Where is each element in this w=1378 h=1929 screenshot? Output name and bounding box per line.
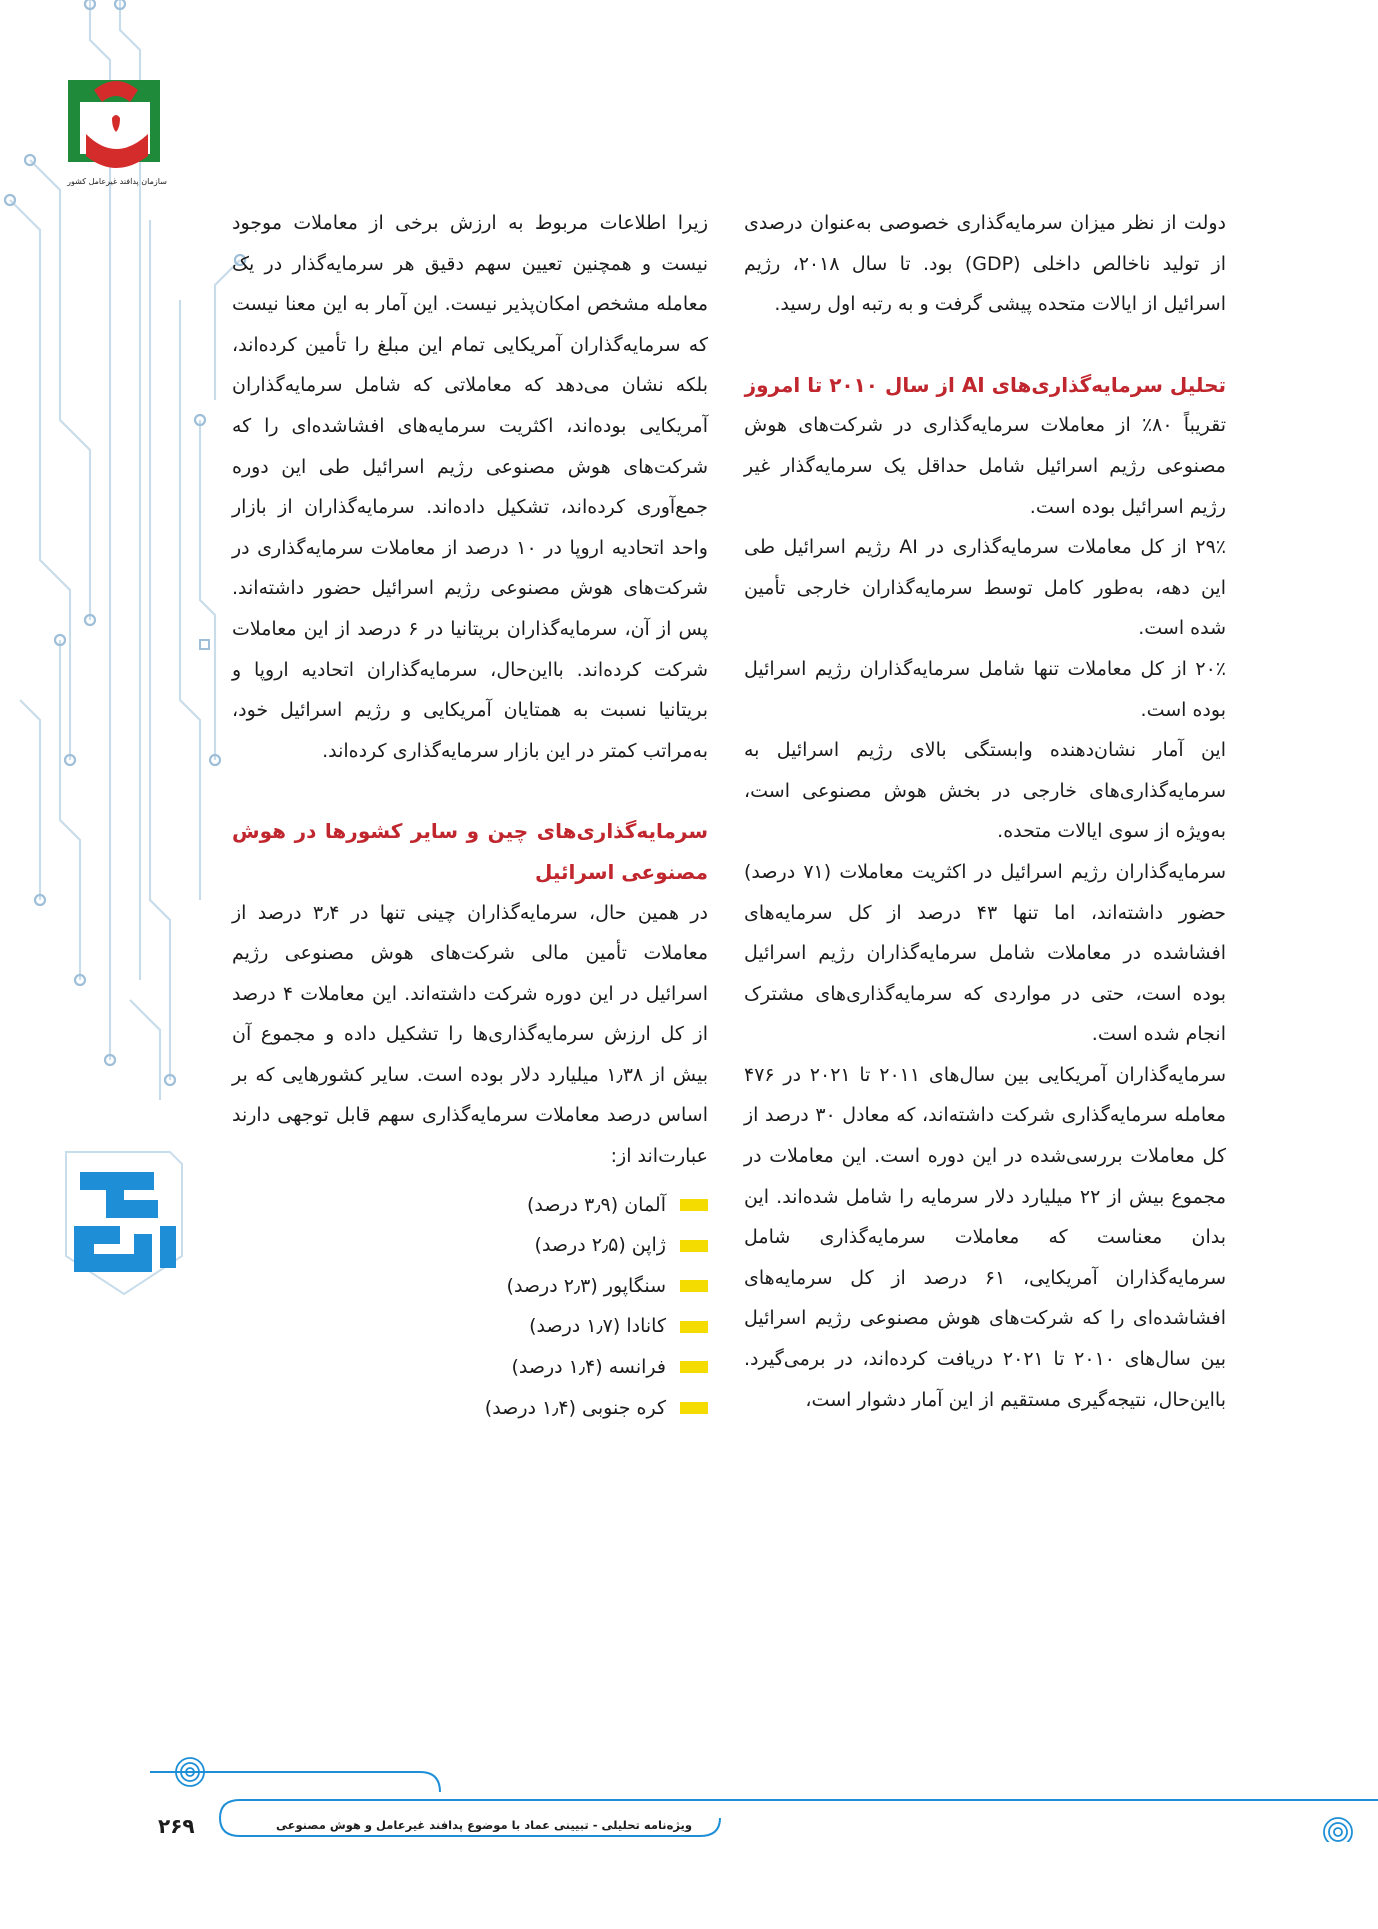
list-item-text: کره جنوبی (۱٫۴ درصد) <box>484 1396 666 1419</box>
page-number: ۲۶۹ <box>158 1814 195 1838</box>
right-column <box>744 203 1226 1420</box>
paragraph: سرمایه‌گذاران آمریکایی بین سال‌های ۲۰۱۱ تا ۲۰۲۱ در ۴۷۶ معامله سرمایه‌گذاری شرکت داشته‌اند، که معادل ۳۰ درصد از کل معاملات بررسی‌شده در این دوره است. این معاملات در مجموع بیش از ۲۲ میلیارد دلار سرمایه را شامل شده‌اند. این بدان معناست که معاملات سرمایه‌گذاری شامل سرمایه‌گذاران آمریکایی، ۶۱ درصد از کل سرمایه‌های افشاشده‌ای را که شرکت‌های هوش مصنوعی رژیم اسرائیل بین سال‌های ۲۰۱۰ تا ۲۰۲۱ دریافت کرده‌اند، در برمی‌گیرد. بااین‌حال، نتیجه‌گیری مستقیم از این آمار دشوار است، <box>744 1063 1227 1411</box>
list-item-text: سنگاپور (۲٫۳ درصد) <box>506 1274 666 1297</box>
list-item-text: ژاپن (۲٫۵ درصد) <box>534 1234 666 1257</box>
paragraph: ۲۹٪ از کل معاملات سرمایه‌گذاری در AI رژیم اسرائیل طی این دهه، به‌طور کامل توسط سرمایه‌گذاران خارجی تأمین شده است. <box>744 536 1226 640</box>
bullet-icon <box>680 1402 708 1414</box>
list-item-text: فرانسه (۱٫۴ درصد) <box>511 1356 666 1379</box>
list-item <box>232 1388 708 1429</box>
bullet-icon <box>680 1321 708 1333</box>
list-item-text: آلمان (۳٫۹ درصد) <box>526 1193 666 1216</box>
list-item <box>232 1225 708 1266</box>
left-column <box>232 203 708 1428</box>
paragraph: این آمار نشان‌دهنده وابستگی بالای رژیم اسرائیل به سرمایه‌گذاری‌های خارجی در بخش هوش مصنوعی است، به‌ویژه از سوی ایالات متحده. <box>744 739 1226 843</box>
paragraph: در همین حال، سرمایه‌گذاران چینی تنها در ۳٫۴ درصد از معاملات تأمین مالی شرکت‌های هوش مصنوعی رژیم اسرائیل در این دوره شرکت داشته‌اند. این معاملات ۴ درصد از کل ارزش سرمایه‌گذاری‌ها را تشکیل داده و مجموع آن بیش از ۱٫۳۸ میلیارد دلار بوده است. سایر کشورهایی که بر اساس درصد معاملات سرمایه‌گذاری سهم قابل توجهی دارند عبارت‌اند از: <box>232 901 708 1168</box>
section-heading-china-investment: سرمایه‌گذاری‌های چین و سایر کشورها در هوش مصنوعی اسرائیل <box>232 819 708 884</box>
footer-title: ویژه‌نامه تحلیلی - تبیینی عماد با موضوع پدافند غیرعامل و هوش مصنوعی <box>275 1818 692 1832</box>
intro-paragraph: دولت از نظر میزان سرمایه‌گذاری خصوصی به‌عنوان درصدی از تولید ناخالص داخلی (GDP) بود. تا سال ۲۰۱۸، رژیم اسرائیل از ایالات متحده پیشی گرفت و به رتبه اول رسید. <box>744 212 1226 316</box>
bullet-icon <box>680 1199 708 1211</box>
list-item <box>232 1185 708 1226</box>
list-item <box>232 1266 708 1307</box>
bullet-icon <box>680 1361 708 1373</box>
bullet-icon <box>680 1280 708 1292</box>
org-logo <box>64 72 170 190</box>
paragraph: سرمایه‌گذاران رژیم اسرائیل در اکثریت معاملات (۷۱ درصد) حضور داشته‌اند، اما تنها ۴۳ درصد از کل سرمایه‌های افشاشده در معاملات شامل سرمایه‌گذاران رژیم اسرائیل بوده است، حتی در مواردی که سرمایه‌گذاری‌های مشترک انجام شده است. <box>744 860 1226 1046</box>
paragraph: ۲۰٪ از کل معاملات تنها شامل سرمایه‌گذاران رژیم اسرائیل بوده است. <box>744 657 1226 721</box>
paragraph: زیرا اطلاعات مربوط به ارزش برخی از معاملات موجود نیست و همچنین تعیین سهم دقیق هر سرمایه‌گذار در یک معامله مشخص امکان‌پذیر نیست. این آمار به این معنا نیست که سرمایه‌گذاران آمریکایی تمام این مبلغ را تأمین کرده‌اند، بلکه نشان می‌دهد که معاملاتی که شامل سرمایه‌گذاران آمریکایی بوده‌اند، اکثریت سرمایه‌های افشاشده‌ای را که شرکت‌های هوش مصنوعی رژیم اسرائیل طی این دوره جمع‌آوری کرده‌اند، تشکیل داده‌اند. سرمایه‌گذاران از بازار واحد اتحادیه اروپا در ۱۰ درصد از معاملات سرمایه‌گذاری در شرکت‌های هوش مصنوعی رژیم اسرائیل حضور داشته‌اند. پس از آن، سرمایه‌گذاران بریتانیا در ۶ درصد از این معاملات شرکت کرده‌اند. بااین‌حال، سرمایه‌گذاران اتحادیه اروپا و بریتانیا نسبت به همتایان آمریکایی و رژیم اسرائیل خود، به‌مراتب کمتر در این بازار سرمایه‌گذاری کرده‌اند. <box>232 212 708 762</box>
paragraph: تقریباً ۸۰٪ از معاملات سرمایه‌گذاری در شرکت‌های هوش مصنوعی رژیم اسرائیل شامل حداقل یک سرمایه‌گذار غیر رژیم اسرائیل بوده است. <box>744 414 1226 518</box>
bullet-icon <box>680 1240 708 1252</box>
emad-logo <box>60 1138 188 1298</box>
list-item-text: کانادا (۱٫۷ درصد) <box>529 1315 666 1338</box>
org-logo-caption: سازمان پدافند غیرعامل کشور <box>67 177 167 186</box>
list-item <box>232 1306 708 1347</box>
country-list <box>232 1185 708 1429</box>
list-item <box>232 1347 708 1388</box>
section-heading-ai-investment: تحلیل سرمایه‌گذاری‌های AI از سال ۲۰۱۰ تا امروز <box>744 372 1226 397</box>
